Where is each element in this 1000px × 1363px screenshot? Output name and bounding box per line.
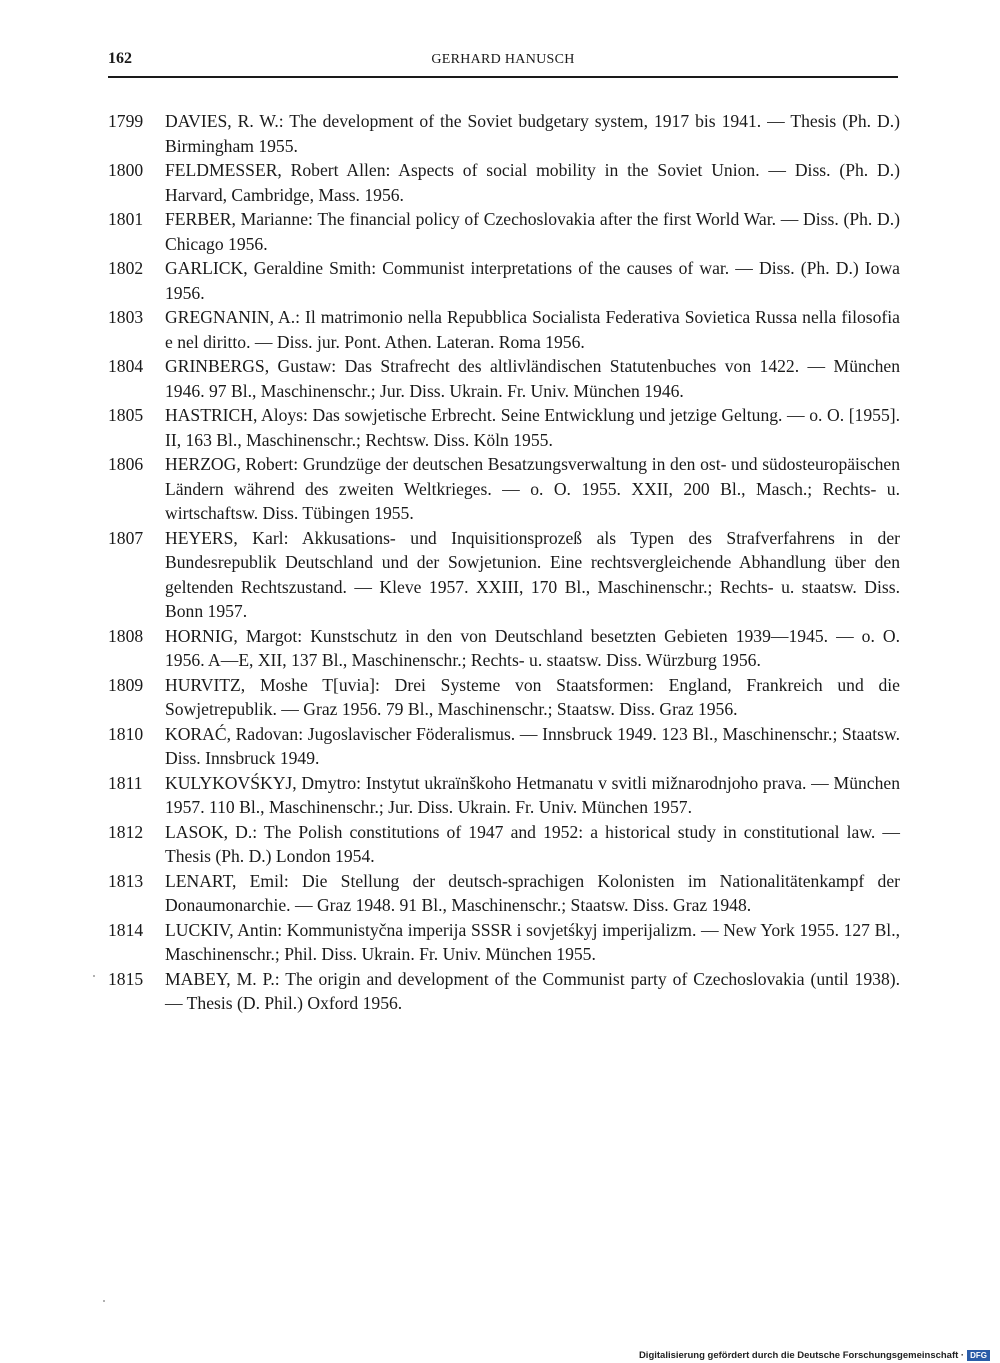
entry-text: HASTRICH, Aloys: Das sowjetische Erbrecht. Seine Entwicklung und jetzige Geltung. — o. O. [1955]. II, 163 Bl., Maschinenschr.; Rechtsw. Diss. Köln 1955. (165, 405, 900, 450)
bibliography-entry (108, 722, 900, 771)
entry-text: HEYERS, Karl: Akkusations- und Inquisitionsprozeß als Typen des Strafverfahrens in der Bundesrepublik Deutschland und der Sowjetunion. Eine rechtsvergleichende Abhandlung über den geltenden Rechtszustand. — Kleve 1957. XXIII, 170 Bl., Maschinenschr.; Rechts- u. staatsw. Diss. Bonn 1957. (165, 527, 900, 621)
bibliography-entry (108, 918, 900, 967)
entry-text: LUCKIV, Antin: Kommunistyčna imperija SSSR i sovjetśkyj imperijalizm. — New York 1955. 127 Bl., Maschinenschr.; Phil. Diss. Ukrain. Fr. Univ. München 1955. (165, 919, 900, 964)
entry-text: GREGNANIN, A.: Il matrimonio nella Repubblica Socialista Federativa Sovietica Russa nella filosofia e nel diritto. — Diss. jur. Pont. Athen. Lateran. Roma 1956. (165, 307, 900, 352)
entry-number: 1810 (108, 723, 144, 744)
entry-text: FELDMESSER, Robert Allen: Aspects of social mobility in the Soviet Union. — Diss. (Ph. D.) Harvard, Cambridge, Mass. 1956. (165, 160, 900, 205)
bibliography-entry (108, 771, 900, 820)
digitization-credit (639, 1350, 990, 1361)
entry-number: 1804 (108, 356, 144, 376)
entry-number: 1799 (108, 111, 144, 131)
entry-text: GRINBERGS, Gustaw: Das Strafrecht des altlivländischen Statutenbuches von 1422. — München 1946. 97 Bl., Maschinenschr.; Jur. Diss. Ukrain. Fr. Univ. München 1946. (165, 356, 900, 401)
entry-number: 1813 (108, 870, 144, 891)
entry-number: 1806 (108, 454, 144, 474)
entry-text: MABEY, M. P.: The origin and development of the Communist party of Czechoslovakia (until 1938). — Thesis (D. Phil.) Oxford 1956. (165, 968, 900, 1013)
entry-text: LENART, Emil: Die Stellung der deutsch-sprachigen Kolonisten im Nationalitätenkampf der Donaumonarchie. — Graz 1948. 91 Bl., Maschinenschr.; Staatsw. Diss. Graz 1948. (165, 870, 900, 915)
bibliography-entry (108, 624, 900, 673)
entry-number: 1801 (108, 209, 144, 229)
bibliography-entry (108, 526, 900, 624)
scan-speck (103, 1300, 105, 1302)
bibliography-entry (108, 207, 900, 256)
entry-number: 1807 (108, 527, 144, 548)
entry-text: DAVIES, R. W.: The development of the Soviet budgetary system, 1917 bis 1941. — Thesis (Ph. D.) Birmingham 1955. (165, 111, 900, 156)
scan-speck (93, 975, 95, 977)
entry-number: 1808 (108, 625, 144, 646)
entry-text: HERZOG, Robert: Grundzüge der deutschen Besatzungsverwaltung in den ost- und südosteuropäischen Ländern während des zweiten Weltkrieges. — o. O. 1955. XXII, 200 Bl., Masch.; Rechts- u. wirtschaftsw. Diss. Tübingen 1955. (165, 454, 900, 523)
entry-text: HORNIG, Margot: Kunstschutz in den von Deutschland besetzten Gebieten 1939—1945. — o. O. 1956. A—E, XII, 137 Bl., Maschinenschr.; Rechts- u. staatsw. Diss. Würzburg 1956. (165, 625, 900, 670)
bibliography-entry (108, 354, 900, 403)
bibliography-entry (108, 158, 900, 207)
entry-text: FERBER, Marianne: The financial policy of Czechoslovakia after the first World War. — Diss. (Ph. D.) Chicago 1956. (165, 209, 900, 254)
entry-text: GARLICK, Geraldine Smith: Communist interpretations of the causes of war. — Diss. (Ph. D.) Iowa 1956. (165, 258, 900, 303)
bibliography-entry (108, 305, 900, 354)
dfg-logo: DFG (967, 1350, 990, 1361)
bibliography-entry (108, 256, 900, 305)
bibliography-entry (108, 403, 900, 452)
page-number: 162 (108, 50, 132, 67)
entry-number: 1809 (108, 674, 144, 695)
entry-number: 1812 (108, 821, 144, 842)
entry-text: KULYKOVŚKYJ, Dmytro: Instytut ukraïnškoho Hetmanatu v svitli mižnarodnjoho prava. — München 1957. 110 Bl., Maschinenschr.; Jur. Diss. Ukrain. Fr. Univ. München 1957. (165, 772, 900, 817)
running-head: GERHARD HANUSCH (431, 52, 575, 67)
bibliography-entry (108, 869, 900, 918)
bibliography-entry (108, 673, 900, 722)
entry-text: LASOK, D.: The Polish constitutions of 1947 and 1952: a historical study in constitutional law. — Thesis (Ph. D.) London 1954. (165, 821, 900, 866)
entry-number: 1814 (108, 919, 144, 940)
bibliography-entry (108, 820, 900, 869)
entry-text: KORAĆ, Radovan: Jugoslavischer Föderalismus. — Innsbruck 1949. 123 Bl., Maschinenschr.; Staatsw. Diss. Innsbruck 1949. (165, 723, 900, 768)
bibliography-entry (108, 452, 900, 526)
entry-number: 1800 (108, 160, 144, 180)
bibliography-entry (108, 109, 900, 158)
bibliography-entry (108, 967, 900, 1016)
entry-text: HURVITZ, Moshe T[uvia]: Drei Systeme von Staatsformen: England, Frankreich und die Sowjetrepublik. — Graz 1956. 79 Bl., Maschinenschr.; Staatsw. Diss. Graz 1956. (165, 674, 900, 719)
entry-number: 1803 (108, 307, 144, 327)
credit-text: Digitalisierung gefördert durch die Deutsche Forschungsgemeinschaft · (638, 1350, 965, 1361)
entry-number: 1811 (108, 772, 143, 793)
entry-number: 1805 (108, 405, 144, 425)
entry-number: 1815 (108, 968, 144, 989)
bibliography-list (108, 109, 900, 1016)
entry-number: 1802 (108, 258, 144, 278)
page-header (108, 50, 898, 78)
